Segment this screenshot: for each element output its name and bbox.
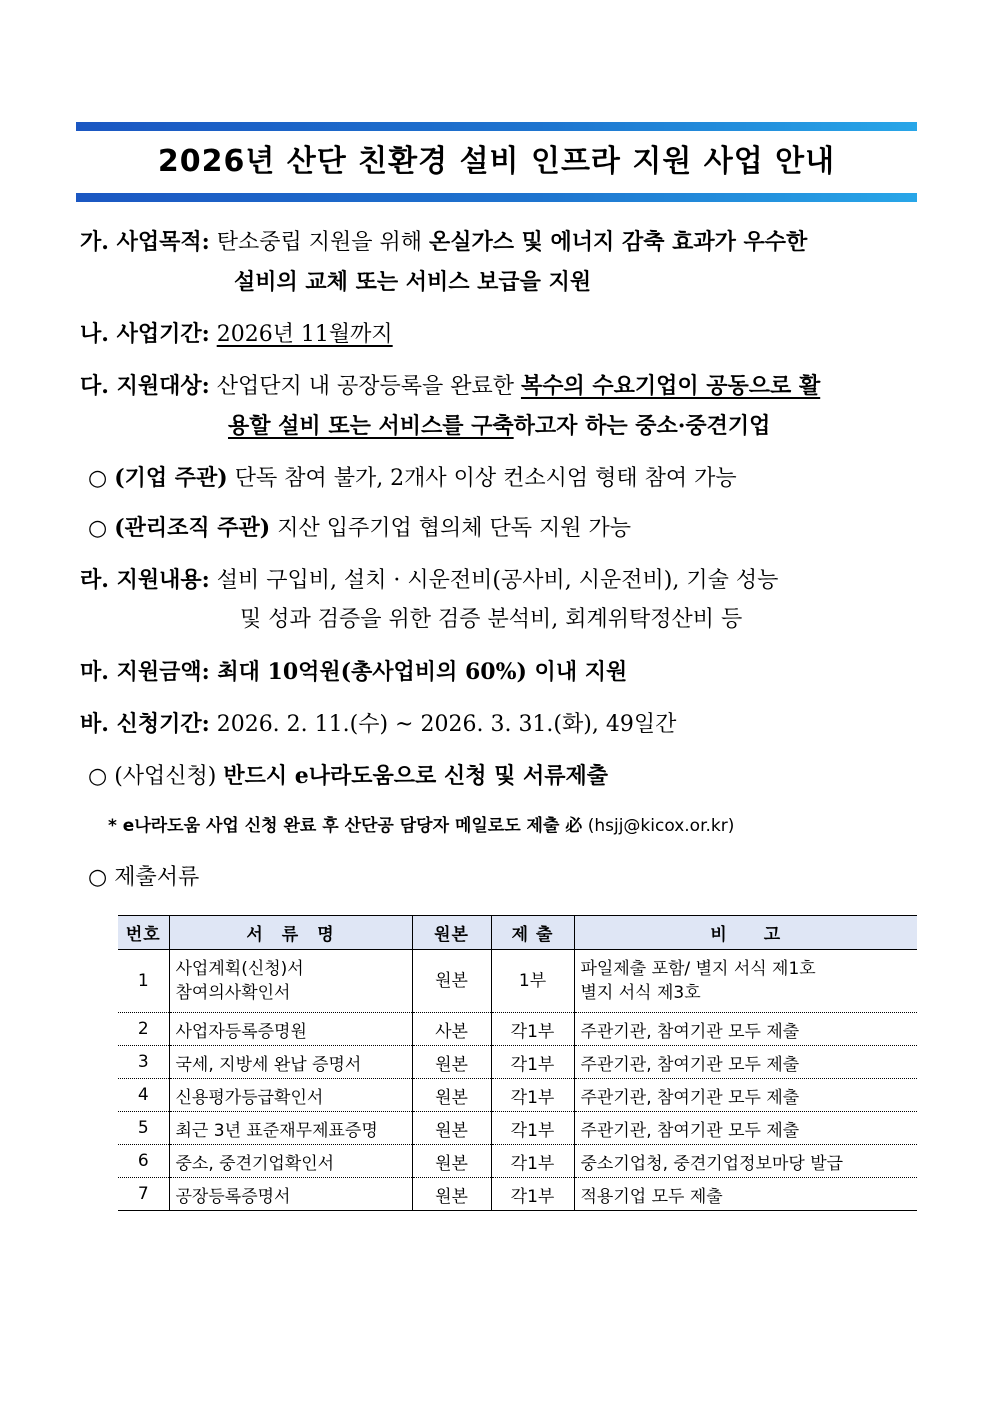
email-address: (hsjj@kicox.or.kr)	[582, 816, 735, 836]
header-submit: 제 출	[491, 916, 574, 950]
purpose-line-1	[80, 222, 807, 263]
table-row	[118, 1178, 917, 1211]
target-line-1	[80, 366, 820, 407]
cell-note-line: 파일제출 포함/ 별지 서식 제1호	[580, 959, 816, 979]
cell-original: 사본	[412, 1013, 491, 1046]
cell-count: 각1부	[491, 1079, 574, 1112]
header-name: 서 류 명	[169, 916, 412, 950]
cell-note: 주관기관, 참여기관 모두 제출	[574, 1013, 917, 1046]
cell-no: 6	[118, 1145, 169, 1178]
cell-original: 원본	[412, 1112, 491, 1145]
content-line-1	[80, 560, 778, 601]
cell-no: 3	[118, 1046, 169, 1079]
period-label: 나. 사업기간:	[80, 321, 210, 347]
cell-name-line: 참여의사확인서	[175, 983, 291, 1003]
cell-no: 4	[118, 1079, 169, 1112]
bullet-mark: ○	[88, 764, 108, 789]
title-bar-top	[76, 122, 917, 131]
amount-label: 마. 지원금액:	[80, 659, 210, 685]
purpose-highlight-2: 설비의 교체 또는 서비스 보급을 지원	[234, 269, 592, 295]
content-text-2: 및 성과 검증을 위한 검증 분석비, 회계위탁정산비 등	[240, 607, 743, 632]
purpose-text: 탄소중립 지원을 위해	[209, 230, 429, 255]
cell-original: 원본	[412, 1178, 491, 1211]
cell-name: 사업자등록증명원	[169, 1013, 412, 1046]
cell-note: 주관기관, 참여기관 모두 제출	[574, 1079, 917, 1112]
bullet-mark: ○	[88, 466, 108, 491]
cell-no: 2	[118, 1013, 169, 1046]
bullet-apply-text: (사업신청)	[107, 764, 224, 789]
bullet-mark: ○	[88, 516, 108, 541]
target-highlight: 복수의 수요기업이 공동으로 활	[520, 373, 821, 399]
cell-no: 1	[118, 950, 169, 1013]
bullet-apply	[88, 756, 608, 797]
apply-line	[80, 704, 676, 745]
cell-count: 1부	[491, 950, 574, 1013]
table-row	[118, 1013, 917, 1046]
title-block	[76, 122, 917, 202]
content-line-2	[240, 600, 742, 640]
cell-name: 국세, 지방세 완납 증명서	[169, 1046, 412, 1079]
cell-name-line: 사업계획(신청)서	[175, 959, 304, 979]
header-note: 비 고	[574, 916, 917, 950]
title-bar-bottom	[76, 193, 917, 202]
bullet-apply-highlight: 반드시 e나라도움으로 신청 및 서류제출	[223, 763, 609, 789]
bullet-company-text: 단독 참여 불가, 2개사 이상 컨소시엄 형태 참여 가능	[227, 466, 737, 491]
table-row	[118, 1079, 917, 1112]
table-row	[118, 1112, 917, 1145]
cell-note: 적용기업 모두 제출	[574, 1178, 917, 1211]
page-title: 2026년 산단 친환경 설비 인프라 지원 사업 안내	[157, 144, 836, 179]
apply-label: 바. 신청기간:	[80, 711, 210, 737]
cell-count: 각1부	[491, 1013, 574, 1046]
period-value: 2026년 11월까지	[216, 322, 393, 347]
purpose-highlight: 온실가스 및 에너지 감축 효과가 우수한	[428, 229, 808, 255]
header-original: 원본	[412, 916, 491, 950]
cell-note	[574, 950, 917, 1013]
target-label: 다. 지원대상:	[80, 373, 210, 399]
target-highlight-3: 하고자 하는 중소·중견기업	[513, 413, 771, 439]
cell-note: 주관기관, 참여기관 모두 제출	[574, 1046, 917, 1079]
cell-count: 각1부	[491, 1178, 574, 1211]
cell-original: 원본	[412, 1145, 491, 1178]
bullet-org-text: 지산 입주기업 협의체 단독 지원 가능	[270, 516, 631, 541]
cell-count: 각1부	[491, 1145, 574, 1178]
amount-value: 최대 10억원(총사업비의 60%) 이내 지원	[209, 659, 628, 685]
cell-note-line: 별지 서식 제3호	[580, 983, 701, 1003]
cell-note: 주관기관, 참여기관 모두 제출	[574, 1112, 917, 1145]
purpose-line-2	[234, 262, 591, 303]
purpose-label: 가. 사업목적:	[80, 229, 210, 255]
cell-name: 최근 3년 표준재무제표증명	[169, 1112, 412, 1145]
table-row	[118, 1145, 917, 1178]
email-note-text: * e나라도움 사업 신청 완료 후 산단공 담당자 메일로도 제출 必	[108, 816, 583, 836]
target-text: 산업단지 내 공장등록을 완료한	[209, 374, 521, 399]
cell-note: 중소기업청, 중견기업정보마당 발급	[574, 1145, 917, 1178]
cell-name: 신용평가등급확인서	[169, 1079, 412, 1112]
content-label: 라. 지원내용:	[80, 567, 210, 593]
bullet-org-title: (관리조직 주관)	[114, 515, 271, 541]
bullet-company-title: (기업 주관)	[114, 465, 228, 491]
cell-name: 공장등록증명서	[169, 1178, 412, 1211]
table-row	[118, 950, 917, 1013]
cell-original: 원본	[412, 1079, 491, 1112]
period-line	[80, 314, 393, 355]
target-highlight-2: 용할 설비 또는 서비스를 구축	[228, 413, 514, 439]
content-text: 설비 구입비, 설치 · 시운전비(공사비, 시운전비), 기술 성능	[209, 568, 779, 593]
cell-original: 원본	[412, 950, 491, 1013]
cell-original: 원본	[412, 1046, 491, 1079]
cell-no: 5	[118, 1112, 169, 1145]
apply-value: 2026. 2. 11.(수) ~ 2026. 3. 31.(화), 49일간	[209, 712, 677, 737]
cell-count: 각1부	[491, 1046, 574, 1079]
bullet-company	[88, 458, 737, 499]
header-no: 번호	[118, 916, 169, 950]
table-header-row	[118, 916, 917, 950]
cell-name: 중소, 중견기업확인서	[169, 1145, 412, 1178]
table-row	[118, 1046, 917, 1079]
target-line-2	[228, 406, 770, 447]
amount-line	[80, 652, 627, 693]
bullet-mark: ○	[88, 865, 108, 890]
documents-table	[118, 915, 917, 1211]
cell-no: 7	[118, 1178, 169, 1211]
bullet-docs	[88, 858, 199, 898]
cell-count: 각1부	[491, 1112, 574, 1145]
cell-name	[169, 950, 412, 1013]
email-note	[108, 812, 734, 840]
bullet-org	[88, 508, 631, 549]
bullet-docs-text: 제출서류	[107, 865, 200, 890]
